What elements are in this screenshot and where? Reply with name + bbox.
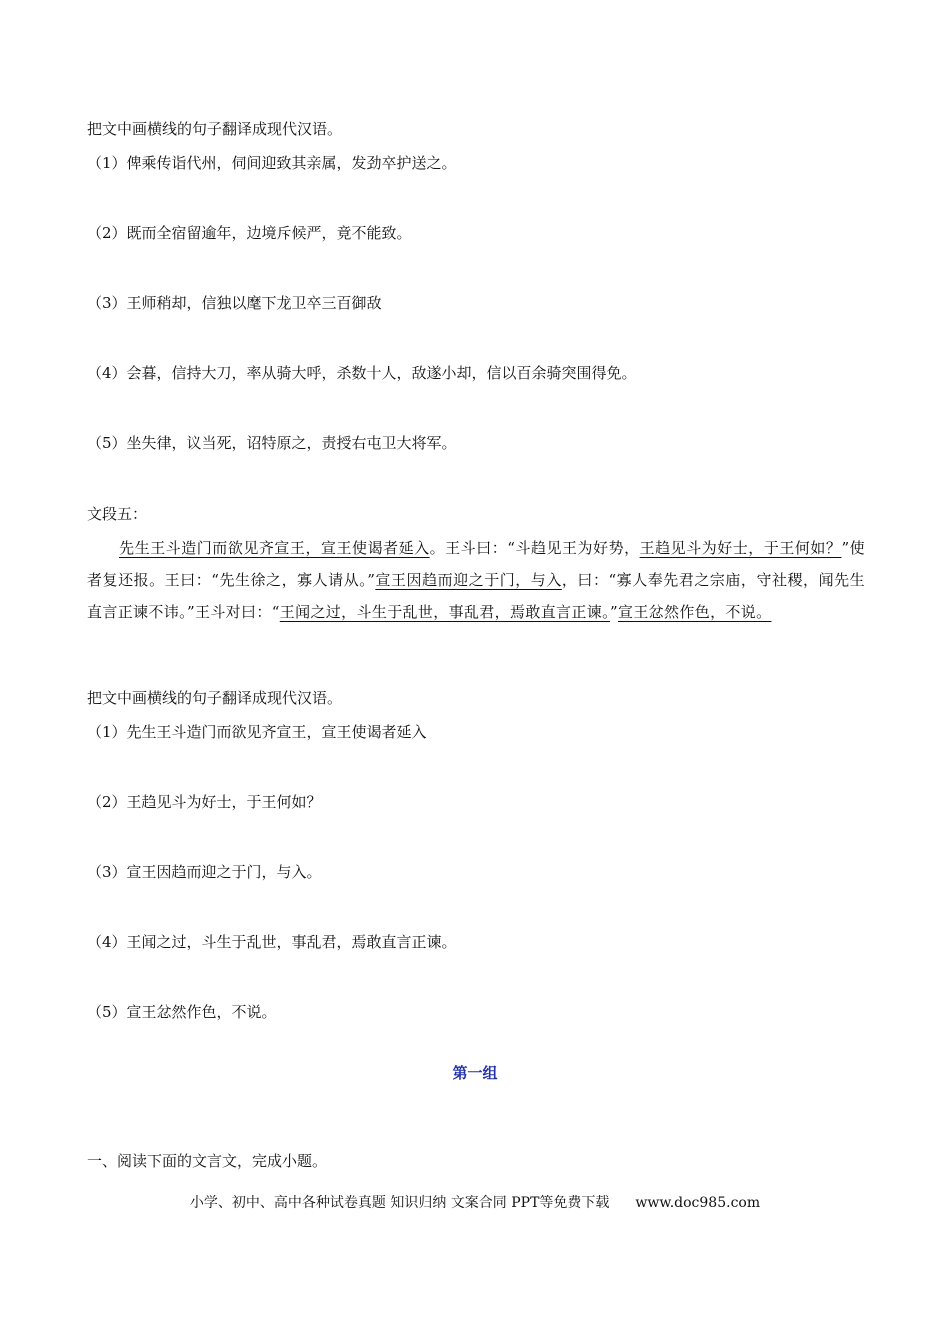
footer-text: 小学、初中、高中各种试卷真题 知识归纳 文案合同 PPT等免费下载 — [189, 1195, 610, 1211]
underlined-sentence: 王趋见斗为好士，于王何如？ — [639, 539, 842, 557]
question-item: （3）宣王因趋而迎之于门，与入。 — [87, 863, 322, 881]
question-item: （1）俾乘传诣代州，伺间迎致其亲属，发劲卒护送之。 — [87, 154, 457, 172]
question-item: （3）王师稍却，信独以麾下龙卫卒三百御敌 — [87, 294, 382, 312]
question-item: （4）王闻之过，斗生于乱世，事乱君，焉敢直言正谏。 — [87, 933, 457, 951]
translation-instruction: 把文中画横线的句子翻译成现代汉语。 — [87, 120, 343, 138]
underlined-sentence: 宣王因趋而迎之于门，与入 — [375, 571, 562, 589]
footer — [0, 1192, 950, 1212]
passage-text: ” — [609, 603, 618, 621]
footer-site: www.doc985.com — [635, 1195, 761, 1211]
question-item: （2）既而全宿留逾年，边境斥候严，竟不能致。 — [87, 224, 412, 242]
question-item: （4）会暮，信持大刀，率从骑大呼，杀数十人，敌遂小却，信以百余骑突围得免。 — [87, 364, 637, 382]
question-item: （2）王趋见斗为好士，于王何如？ — [87, 793, 322, 811]
passage-text: ，曰：“寡人奉先君之宗庙，守社稷，闻先生直言正谏不讳。”王斗对曰：“ — [87, 571, 866, 621]
underlined-sentence: 先生王斗造门而欲见齐宣王，宣王使谒者延入 — [119, 539, 430, 557]
passage-text: 。王斗曰：“斗趋见王为好势， — [429, 539, 640, 557]
section-question: 一、阅读下面的文言文，完成小题。 — [87, 1152, 328, 1170]
underlined-sentence: 宣王忿然作色，不说。 — [617, 603, 772, 621]
question-item: （5）坐失律，议当死，诏特原之，责授右屯卫大将军。 — [87, 434, 457, 452]
passage-heading: 文段五： — [87, 505, 148, 523]
group-title: 第一组 — [452, 1064, 498, 1082]
passage-text: ”使者复还报。王曰：“先生徐之，寡人请从。” — [87, 539, 865, 589]
question-item: （1）先生王斗造门而欲见齐宣王，宣王使谒者延入 — [87, 723, 427, 741]
translation-instruction: 把文中画横线的句子翻译成现代汉语。 — [87, 689, 343, 707]
question-item: （5）宣王忿然作色，不说。 — [87, 1003, 277, 1021]
underlined-sentence: 王闻之过，斗生于乱世，事乱君，焉敢直言正谏。 — [279, 603, 610, 621]
classical-passage — [87, 532, 865, 628]
